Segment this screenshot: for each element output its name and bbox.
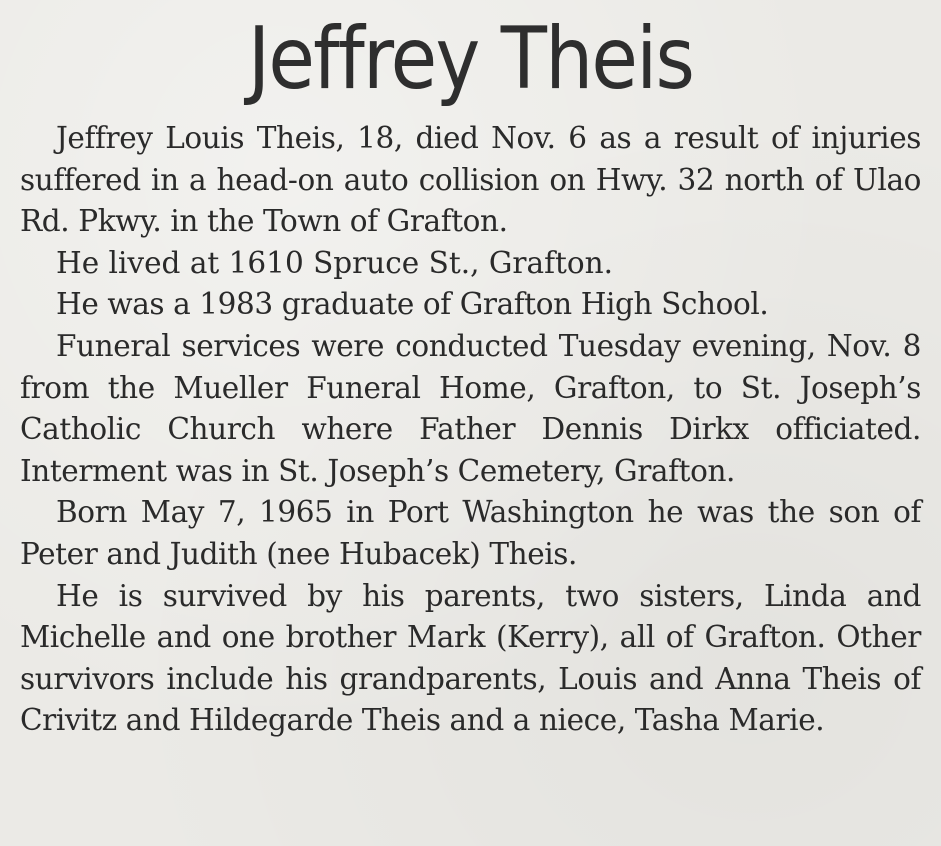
obituary-headline: Jeffrey Theis — [247, 9, 694, 109]
obituary-body — [20, 118, 921, 742]
paragraph-survivors: He is survived by his parents, two sisters, Linda and Michelle and one brother Mark (Kerry), all of Grafton. Other survivors include his grandparents, Louis and Anna Theis of Crivitz and Hildegarde Theis and a niece, Tasha Marie. — [20, 578, 921, 738]
paragraph-death-notice: Jeffrey Louis Theis, 18, died Nov. 6 as a result of injuries suffered in a head-on auto collision on Hwy. 32 north of Ulao Rd. Pkwy. in the Town of Grafton. — [20, 121, 921, 239]
paragraph-education: He was a 1983 graduate of Grafton High School. — [56, 287, 769, 322]
paragraph-funeral-services: Funeral services were conducted Tuesday evening, Nov. 8 from the Mueller Funeral Home, Grafton, to St. Joseph’s Catholic Church where Father Dennis Dirkx officiated. Interment was in St. Joseph’s Cemetery, Grafton. — [20, 328, 921, 488]
paragraph-birth: Born May 7, 1965 in Port Washington he was the son of Peter and Judith (nee Hubacek) Theis. — [20, 495, 921, 571]
paragraph-residence: He lived at 1610 Spruce St., Grafton. — [56, 245, 613, 280]
